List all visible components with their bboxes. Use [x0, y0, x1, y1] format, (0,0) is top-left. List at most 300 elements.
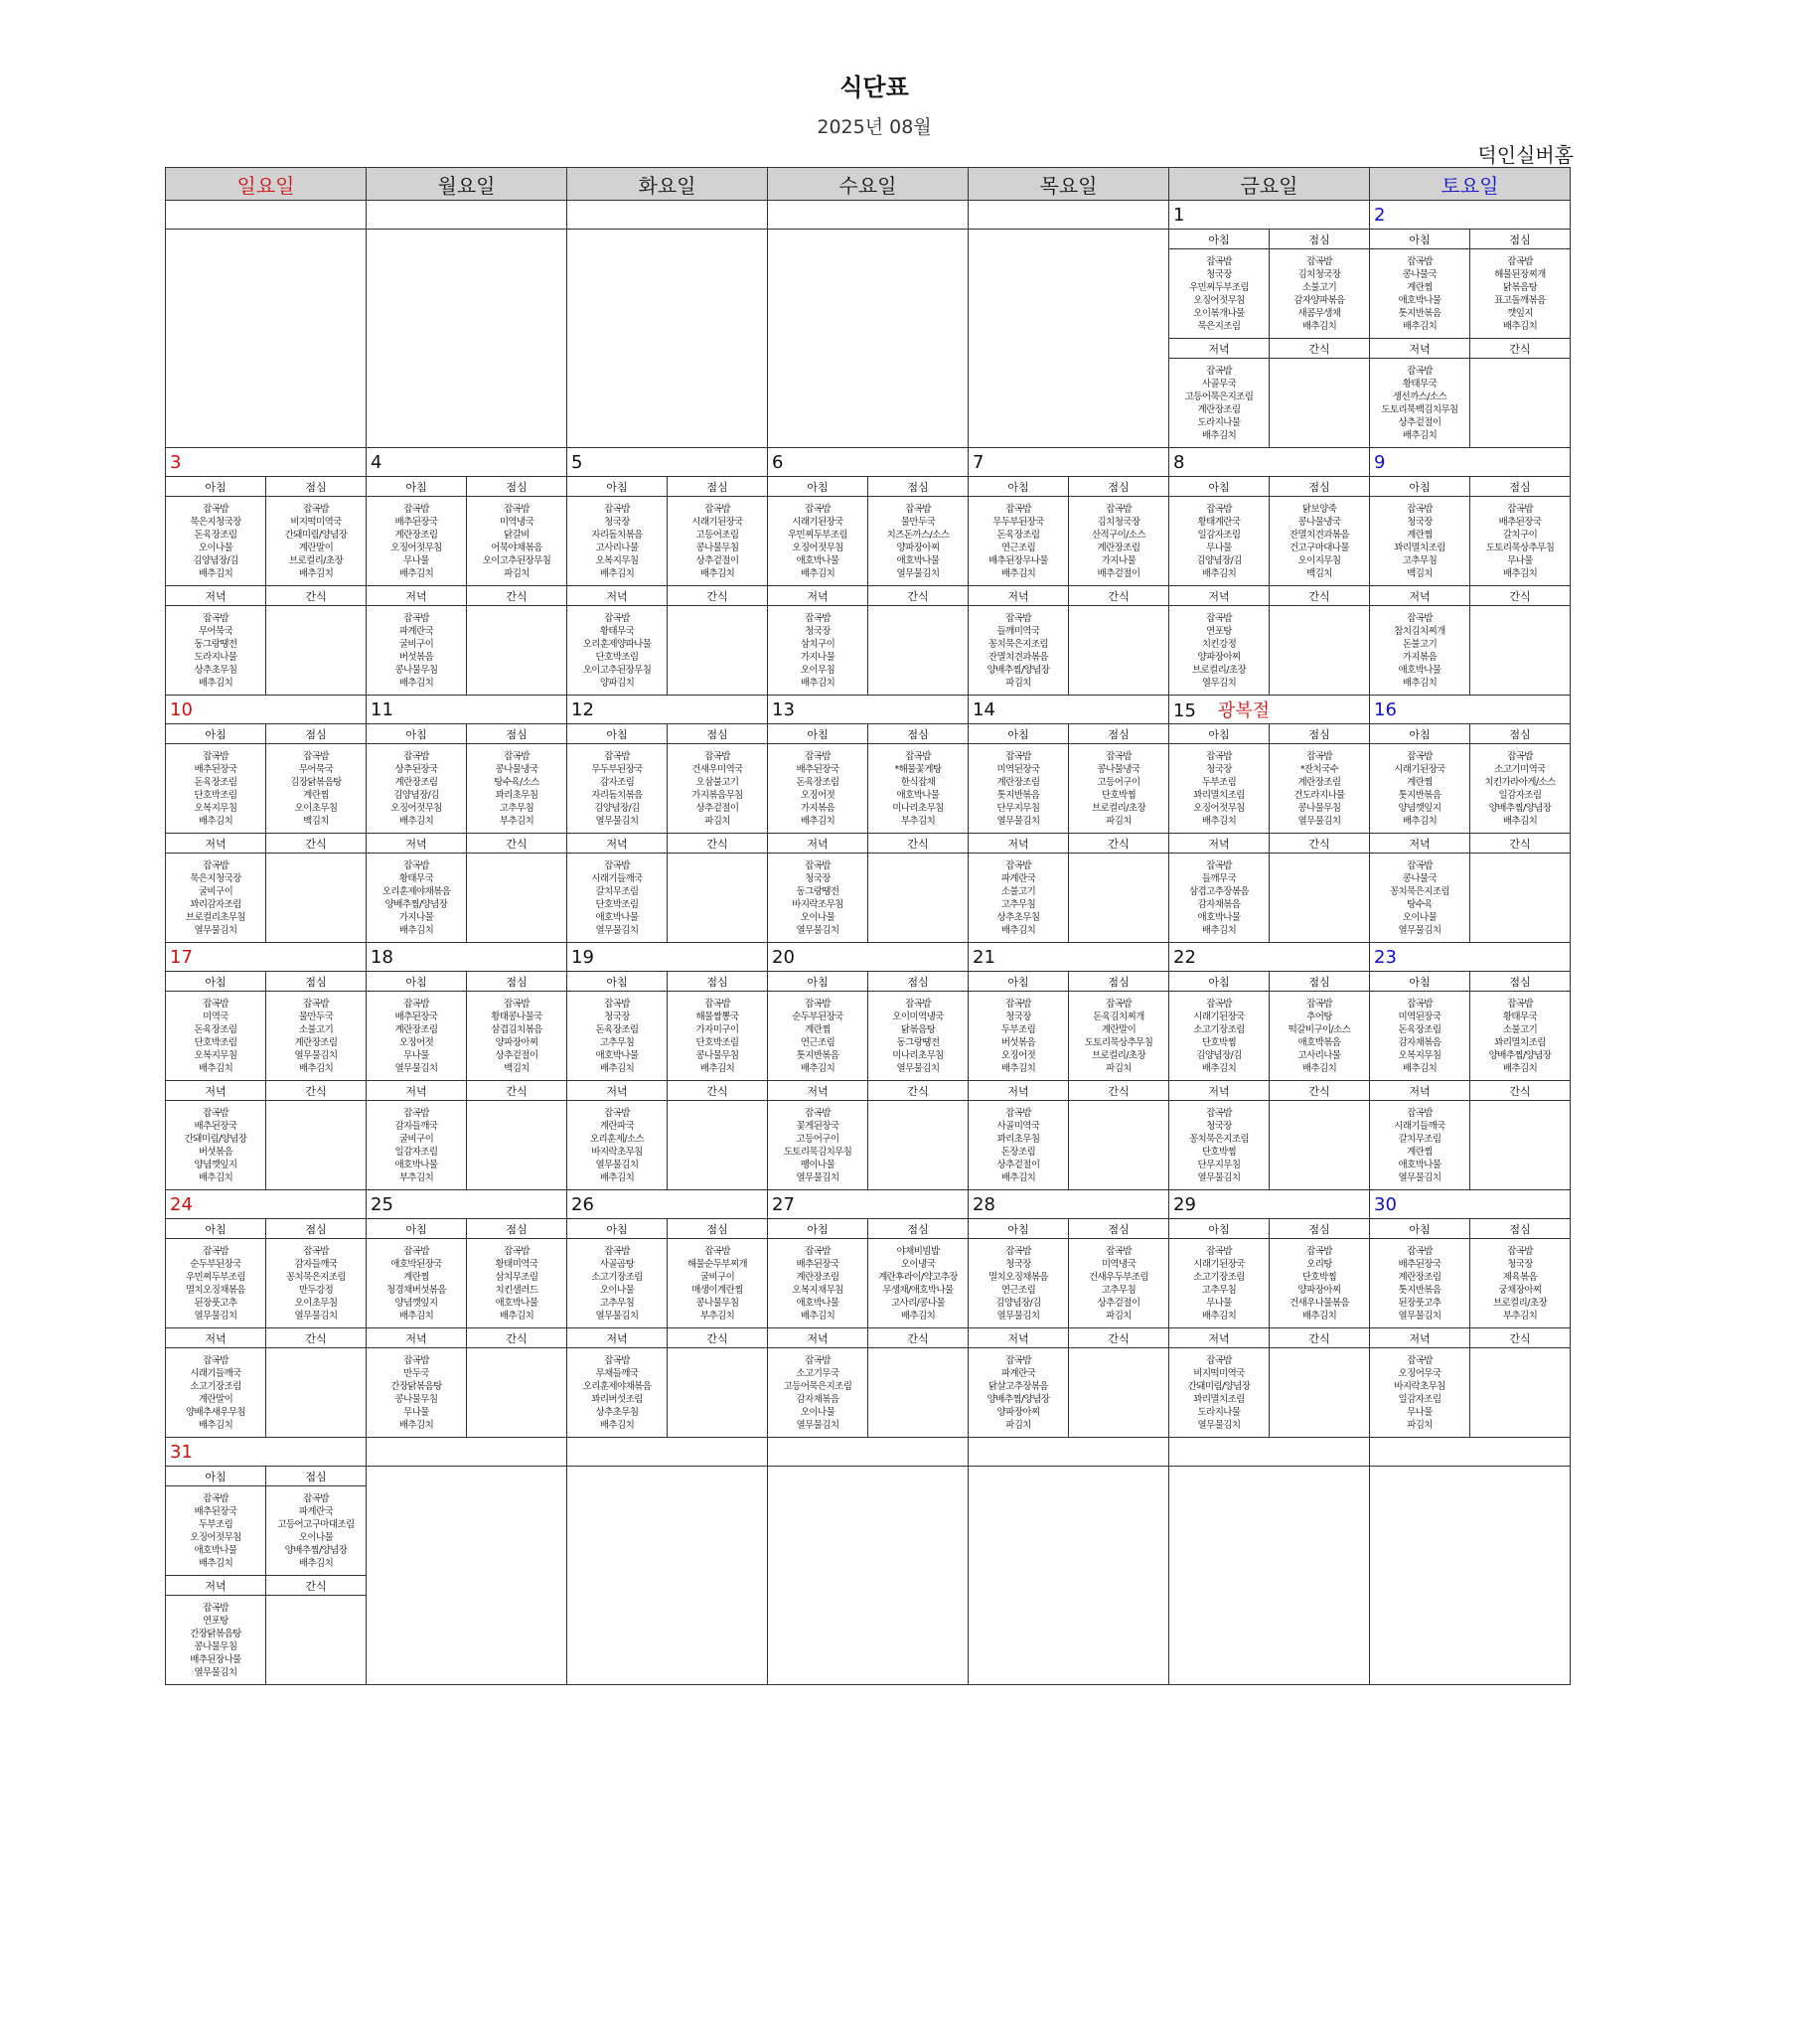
menu-item: 단호박찜 — [1201, 1146, 1237, 1158]
menu-item: 배추된장국 — [1498, 516, 1542, 528]
menu-item: 잡곡밥 — [403, 998, 429, 1010]
menu-item: 브로컬리/초장 — [288, 554, 344, 566]
menu-item: 산적구이/소스 — [1091, 529, 1146, 541]
breakfast-menu — [969, 1239, 1069, 1328]
menu-item: 열무물김치 — [996, 815, 1040, 827]
breakfast-label: 아침 — [1370, 477, 1470, 497]
menu-item: 오징어젓 — [398, 1036, 434, 1048]
menu-item: 애호박볶음 — [1297, 1036, 1341, 1048]
menu-item: 시래기된장국 — [1193, 1011, 1245, 1022]
menu-item: 양파장아찌 — [1297, 1284, 1341, 1296]
week-4-menu-row-1 — [166, 992, 1571, 1081]
menu-item: 잡곡밥 — [504, 998, 530, 1010]
menu-item: 열무물김치 — [1197, 1419, 1241, 1431]
menu-item: 청국장 — [604, 1011, 630, 1022]
breakfast-label: 아침 — [969, 972, 1069, 992]
weekday-header-fri: 금요일 — [1169, 168, 1370, 201]
breakfast-menu — [768, 992, 868, 1081]
lunch-label: 점심 — [868, 724, 969, 744]
menu-item: 연근조림 — [1000, 1284, 1036, 1296]
breakfast-menu — [969, 744, 1069, 834]
lunch-label: 점심 — [1069, 477, 1169, 497]
menu-item: 파김치 — [1005, 1419, 1031, 1431]
day-number: 29 — [1173, 1193, 1196, 1215]
lunch-label: 점심 — [1470, 230, 1571, 249]
lunch-menu — [1470, 497, 1571, 586]
snack-menu — [1470, 1348, 1571, 1438]
menu-item: 애호박나물 — [796, 1297, 839, 1309]
menu-item: 오리훈제/소스 — [589, 1133, 645, 1145]
breakfast-menu — [1169, 249, 1270, 339]
menu-item: 잡곡밥 — [805, 1354, 831, 1366]
menu-item: 잡곡밥 — [1507, 1245, 1533, 1257]
breakfast-menu — [367, 992, 467, 1081]
day-number: 27 — [772, 1193, 795, 1215]
week-3-label-row-2 — [166, 834, 1571, 854]
week-1-date-row — [166, 201, 1571, 230]
lunch-label: 점심 — [668, 972, 768, 992]
breakfast-menu — [1169, 1239, 1270, 1328]
menu-item: 양배추찜/양념장 — [1488, 1049, 1552, 1061]
snack-label: 간식 — [467, 834, 567, 854]
menu-item: 돈육장조림 — [796, 776, 839, 788]
menu-item: 참치김치찌개 — [1394, 625, 1445, 637]
day-number: 21 — [973, 946, 995, 968]
menu-item: 황태무국 — [1402, 378, 1438, 389]
menu-item: 잡곡밥 — [303, 998, 329, 1010]
menu-item: 바지락조무침 — [792, 898, 843, 910]
snack-label: 간식 — [668, 834, 768, 854]
empty-day-cell — [1169, 1467, 1370, 1685]
menu-item: 두부조림 — [1201, 776, 1237, 788]
menu-item: 계란찜 — [1407, 529, 1433, 541]
menu-item: 돈육장조림 — [1398, 1023, 1441, 1035]
week-5-label-row-2 — [166, 1328, 1571, 1348]
menu-item: 잡곡밥 — [704, 998, 730, 1010]
menu-item: 상추겉절이 — [996, 1159, 1040, 1170]
menu-item: 돈육장조림 — [996, 529, 1040, 541]
menu-item: 잡곡밥 — [203, 1107, 228, 1119]
menu-item: 치킨가라아게/소스 — [1484, 776, 1556, 788]
lunch-menu — [266, 744, 367, 834]
dinner-label: 저녁 — [1169, 1328, 1270, 1348]
breakfast-menu — [567, 992, 668, 1081]
breakfast-menu — [166, 744, 266, 834]
snack-menu — [1069, 854, 1169, 943]
menu-item: 계란장조림 — [996, 776, 1040, 788]
menu-item: 파김치 — [1106, 1310, 1132, 1322]
menu-item: 열무물김치 — [294, 1049, 338, 1061]
menu-item: 잡곡밥 — [303, 1245, 329, 1257]
menu-item: 백김치 — [504, 1062, 530, 1074]
empty-day-cell — [969, 230, 1169, 448]
day-number-cell — [166, 1190, 367, 1219]
menu-item: 열무물김치 — [1398, 1310, 1441, 1322]
menu-item: 양배추찜/양념장 — [384, 898, 448, 910]
menu-item: 잡곡밥 — [1306, 750, 1332, 762]
day-number: 17 — [170, 946, 193, 968]
menu-item: 배추김치 — [198, 1171, 233, 1183]
menu-item: 소고기장조림 — [190, 1380, 241, 1392]
dinner-menu — [768, 854, 868, 943]
lunch-label: 점심 — [1270, 972, 1370, 992]
menu-item: 고추무침 — [1000, 898, 1036, 910]
dinner-label: 저녁 — [367, 834, 467, 854]
menu-item: 소불고기 — [1000, 885, 1036, 897]
lunch-menu — [1270, 992, 1370, 1081]
week-5-menu-row-2 — [166, 1348, 1571, 1438]
snack-label: 간식 — [868, 1328, 969, 1348]
menu-item: 배추김치 — [398, 677, 434, 689]
menu-item: 잡곡밥 — [1407, 503, 1433, 515]
menu-item: 콩나물무침 — [194, 1640, 237, 1652]
empty-date-cell — [969, 1438, 1169, 1467]
menu-item: 시래기들깨국 — [1394, 1120, 1445, 1132]
breakfast-menu — [969, 992, 1069, 1081]
dinner-menu — [567, 1101, 668, 1190]
day-number-cell — [1370, 1190, 1571, 1219]
menu-item: 일감자조림 — [1398, 1393, 1441, 1405]
snack-menu — [868, 1348, 969, 1438]
lunch-menu — [1470, 744, 1571, 834]
menu-item: 꽈리멸치조림 — [1394, 542, 1445, 553]
menu-item: 고등어묵은지조림 — [1184, 390, 1254, 402]
page-title: 식단표 — [839, 74, 909, 101]
menu-item: 연근조림 — [800, 1036, 835, 1048]
menu-item: 톳지반볶음 — [996, 789, 1040, 801]
dinner-label: 저녁 — [969, 1081, 1069, 1101]
menu-item: 잡곡밥 — [303, 750, 329, 762]
menu-item: 애호박나물 — [796, 554, 839, 566]
menu-item: 잡곡밥 — [704, 1245, 730, 1257]
snack-label: 간식 — [266, 1576, 367, 1596]
menu-item: 잡곡밥 — [905, 503, 931, 515]
menu-item: 잡곡밥 — [805, 612, 831, 624]
menu-item: 배추김치 — [1502, 320, 1538, 332]
menu-item: 가지볶음 — [800, 802, 835, 814]
day-number-cell — [969, 943, 1169, 972]
menu-item: 치즈돈까스/소스 — [886, 529, 950, 541]
day-number: 15 — [1173, 700, 1196, 721]
day-number-cell — [166, 943, 367, 972]
breakfast-menu — [367, 744, 467, 834]
dinner-label: 저녁 — [166, 586, 266, 606]
menu-item: 열무물김치 — [1197, 1171, 1241, 1183]
dinner-label: 저녁 — [768, 1081, 868, 1101]
menu-item: 열무물김치 — [194, 1310, 237, 1322]
menu-item: 잡곡밥 — [1005, 503, 1031, 515]
menu-item: 무어묵국 — [298, 763, 334, 775]
dinner-label: 저녁 — [969, 834, 1069, 854]
day-number: 7 — [973, 451, 985, 473]
menu-item: 상추겉절이 — [1398, 416, 1441, 428]
menu-item: 계란찜 — [303, 789, 329, 801]
breakfast-label: 아침 — [166, 724, 266, 744]
menu-item: 양파장아찌 — [1197, 651, 1241, 663]
menu-item: 잡곡밥 — [203, 612, 228, 624]
menu-item: 잡곡밥 — [1005, 1107, 1031, 1119]
menu-item: 가지나물 — [1101, 554, 1137, 566]
dinner-menu — [367, 1101, 467, 1190]
menu-item: 치킨샐러드 — [495, 1284, 538, 1296]
menu-item: 미역냉국 — [1101, 1258, 1137, 1270]
lunch-label: 점심 — [868, 1219, 969, 1239]
menu-item: 간장닭볶음탕 — [390, 1380, 442, 1392]
breakfast-label: 아침 — [969, 1219, 1069, 1239]
menu-item: 도라지나물 — [194, 651, 237, 663]
menu-item: 도토리묵김치무침 — [783, 1146, 852, 1158]
breakfast-menu — [567, 744, 668, 834]
breakfast-label: 아침 — [1169, 972, 1270, 992]
menu-item: 잡곡밥 — [203, 859, 228, 871]
breakfast-menu — [969, 497, 1069, 586]
menu-item: 애호박된장국 — [390, 1258, 442, 1270]
lunch-label: 점심 — [868, 477, 969, 497]
snack-label: 간식 — [668, 1081, 768, 1101]
menu-item: 배추김치 — [298, 567, 334, 579]
breakfast-label: 아침 — [969, 477, 1069, 497]
menu-item: 잡곡밥 — [403, 1245, 429, 1257]
lunch-label: 점심 — [868, 972, 969, 992]
menu-item: 꽈리감자조림 — [190, 898, 241, 910]
menu-item: 야채비빔밥 — [896, 1245, 940, 1257]
menu-item: 잡곡밥 — [1407, 255, 1433, 267]
menu-item: 소고기장조림 — [591, 1271, 643, 1283]
menu-item: 콩나물냉국 — [1297, 516, 1341, 528]
menu-item: 파계란국 — [298, 1505, 334, 1517]
lunch-menu — [1470, 992, 1571, 1081]
day-number: 20 — [772, 946, 795, 968]
lunch-label: 점심 — [1270, 230, 1370, 249]
menu-item: 단호박조림 — [194, 1036, 237, 1048]
breakfast-label: 아침 — [567, 972, 668, 992]
weekday-header-wed: 수요일 — [768, 168, 969, 201]
day-number-cell — [768, 448, 969, 477]
day-number-cell — [1370, 696, 1571, 724]
snack-menu — [266, 606, 367, 696]
menu-item: 오이나물 — [800, 1406, 835, 1418]
dinner-menu — [969, 1101, 1069, 1190]
menu-item: 배추김치 — [1301, 1310, 1337, 1322]
lunch-label: 점심 — [266, 972, 367, 992]
menu-item: 돈불고기 — [1402, 638, 1438, 650]
menu-item: 톳지반볶음 — [1398, 307, 1441, 319]
menu-item: 잡곡밥 — [1407, 750, 1433, 762]
dinner-label: 저녁 — [1370, 339, 1470, 359]
menu-item: 배추김치 — [800, 1062, 835, 1074]
menu-item: 파계란국 — [1000, 1367, 1036, 1379]
menu-item: 사골미역국 — [996, 1120, 1040, 1132]
menu-item: 일감자조림 — [1197, 529, 1241, 541]
menu-item: 잡곡밥 — [1407, 1107, 1433, 1119]
lunch-menu — [1069, 497, 1169, 586]
menu-item: 바지락초무침 — [1394, 1380, 1445, 1392]
dinner-label: 저녁 — [166, 1081, 266, 1101]
menu-item: 오징어젓무침 — [190, 1531, 241, 1543]
empty-date-cell — [367, 1438, 567, 1467]
menu-item: 배추김치 — [1502, 567, 1538, 579]
snack-label: 간식 — [266, 1081, 367, 1101]
menu-item: 콩나물국 — [1402, 268, 1438, 280]
breakfast-label: 아침 — [768, 972, 868, 992]
day-number-cell — [1370, 448, 1571, 477]
breakfast-label: 아침 — [1169, 230, 1270, 249]
menu-item: 애호박나물 — [1197, 911, 1241, 923]
menu-item: 배추김치 — [1402, 815, 1438, 827]
menu-item: 감자채볶음 — [796, 1393, 839, 1405]
breakfast-menu — [1370, 1239, 1470, 1328]
week-5-label-row-1 — [166, 1219, 1571, 1239]
dinner-label: 저녁 — [1169, 339, 1270, 359]
institution-name: 덕인실버홈 — [1477, 143, 1574, 167]
menu-item: 상추겉절이 — [495, 1049, 538, 1061]
menu-item: 연근조림 — [1000, 542, 1036, 553]
menu-item: 김양념장/김 — [995, 1297, 1041, 1309]
menu-item: 배추김치 — [198, 1419, 233, 1431]
menu-item: 배추된장국 — [194, 763, 237, 775]
menu-item: 양파장아찌 — [896, 542, 940, 553]
menu-item: 배추김치 — [298, 1557, 334, 1569]
lunch-menu — [668, 1239, 768, 1328]
menu-item: 잡곡밥 — [604, 998, 630, 1010]
menu-item: 우민찌두부조림 — [787, 529, 848, 541]
menu-item: 비지떡미역국 — [290, 516, 342, 528]
snack-label: 간식 — [1470, 339, 1571, 359]
empty-day-cell — [367, 230, 567, 448]
breakfast-label: 아침 — [567, 477, 668, 497]
menu-item: 버섯볶음 — [1000, 1036, 1036, 1048]
day-number: 1 — [1173, 204, 1185, 226]
empty-date-cell — [768, 201, 969, 230]
menu-item: 잡곡밥 — [1005, 1245, 1031, 1257]
menu-item: 두부조림 — [198, 1518, 233, 1530]
breakfast-menu — [367, 1239, 467, 1328]
breakfast-label: 아침 — [768, 1219, 868, 1239]
snack-menu — [1069, 606, 1169, 696]
breakfast-label: 아침 — [166, 1467, 266, 1486]
menu-item: 잡곡밥 — [604, 750, 630, 762]
menu-item: 매생이계란찜 — [691, 1284, 743, 1296]
menu-item: 배추김치 — [599, 1419, 635, 1431]
day-number: 6 — [772, 451, 784, 473]
menu-item: 오징어젓무침 — [792, 542, 843, 553]
breakfast-menu — [1370, 497, 1470, 586]
menu-item: 애호박나물 — [896, 554, 940, 566]
menu-item: 단호박조림 — [194, 789, 237, 801]
menu-item: 사골무국 — [1201, 378, 1237, 389]
menu-item: 감자조림 — [599, 776, 635, 788]
menu-item: 파계란국 — [1000, 872, 1036, 884]
breakfast-menu — [567, 497, 668, 586]
menu-item: 황태무국 — [398, 872, 434, 884]
menu-item: 청국장 — [1005, 1258, 1031, 1270]
menu-item: 오징어무국 — [1398, 1367, 1441, 1379]
lunch-menu — [467, 1239, 567, 1328]
menu-item: 멸치오징채볶음 — [185, 1284, 246, 1296]
lunch-label: 점심 — [1270, 477, 1370, 497]
lunch-label: 점심 — [668, 724, 768, 744]
menu-item: 연포탕 — [203, 1615, 228, 1627]
menu-item: 배추김치 — [599, 1171, 635, 1183]
menu-item: 잡곡밥 — [704, 750, 730, 762]
menu-item: 배추김치 — [699, 567, 735, 579]
lunch-menu — [1069, 1239, 1169, 1328]
day-number: 3 — [170, 451, 182, 473]
menu-item: 계란찜 — [1407, 281, 1433, 293]
menu-item: 가지나물 — [800, 651, 835, 663]
menu-item: 계란장조림 — [1398, 1271, 1441, 1283]
menu-item: 잡곡밥 — [1005, 1354, 1031, 1366]
menu-item: 잡곡밥 — [604, 859, 630, 871]
menu-item: 잡곡밥 — [1206, 365, 1232, 377]
snack-menu — [266, 854, 367, 943]
menu-item: 오복지채무침 — [792, 1284, 843, 1296]
lunch-label: 점심 — [467, 477, 567, 497]
day-number: 22 — [1173, 946, 1196, 968]
menu-item: 고사리/콩나물 — [890, 1297, 946, 1309]
breakfast-menu — [1370, 992, 1470, 1081]
menu-item: 된장풋고추 — [1398, 1297, 1441, 1309]
day-number: 18 — [371, 946, 393, 968]
menu-item: 꽃게된장국 — [796, 1120, 839, 1132]
menu-item: 잡곡밥 — [604, 1354, 630, 1366]
day-number-cell — [166, 696, 367, 724]
weekday-header-tue: 화요일 — [567, 168, 768, 201]
day-number-cell — [1370, 201, 1571, 230]
menu-item: 잡곡밥 — [403, 503, 429, 515]
menu-item: 일감자조림 — [1498, 789, 1542, 801]
menu-item: 오삼불고기 — [695, 776, 739, 788]
lunch-menu — [1270, 1239, 1370, 1328]
dinner-label: 저녁 — [166, 1576, 266, 1596]
menu-item: 오복지무침 — [194, 1049, 237, 1061]
menu-item: 부추김치 — [699, 1310, 735, 1322]
menu-item: 무나물 — [1407, 1406, 1433, 1418]
dinner-menu — [768, 606, 868, 696]
menu-item: 애호박나물 — [394, 1159, 438, 1170]
menu-item: 배추김치 — [1301, 1062, 1337, 1074]
snack-menu — [266, 1596, 367, 1685]
menu-item: 오이초무침 — [294, 1297, 338, 1309]
menu-item: 오이볶개나물 — [1193, 307, 1245, 319]
week-6-date-row — [166, 1438, 1571, 1467]
dinner-menu — [768, 1101, 868, 1190]
dinner-menu — [166, 854, 266, 943]
menu-item: 닭볶음탕 — [1502, 281, 1538, 293]
calendar-body — [166, 201, 1571, 1685]
dinner-menu — [1169, 1101, 1270, 1190]
day-number: 23 — [1374, 946, 1397, 968]
menu-item: 잡곡밥 — [1206, 255, 1232, 267]
dinner-label: 저녁 — [367, 586, 467, 606]
menu-item: 건고구마대나물 — [1289, 542, 1350, 553]
menu-item: 김양념장/김 — [1196, 1049, 1242, 1061]
breakfast-menu — [166, 992, 266, 1081]
day-number-cell — [166, 448, 367, 477]
lunch-label: 점심 — [1069, 724, 1169, 744]
menu-item: 미역된장국 — [1398, 1011, 1441, 1022]
dinner-label: 저녁 — [768, 1328, 868, 1348]
menu-item: 김양념장/김 — [1196, 554, 1242, 566]
menu-item: 잡곡밥 — [403, 1354, 429, 1366]
menu-item: 순두부된장국 — [190, 1258, 241, 1270]
menu-item: 잡곡밥 — [1206, 1107, 1232, 1119]
menu-item: 계란찜 — [403, 1271, 429, 1283]
week-4-label-row-2 — [166, 1081, 1571, 1101]
menu-item: 건도라지나물 — [1293, 789, 1345, 801]
snack-label: 간식 — [1069, 586, 1169, 606]
menu-item: 잡곡밥 — [1005, 750, 1031, 762]
